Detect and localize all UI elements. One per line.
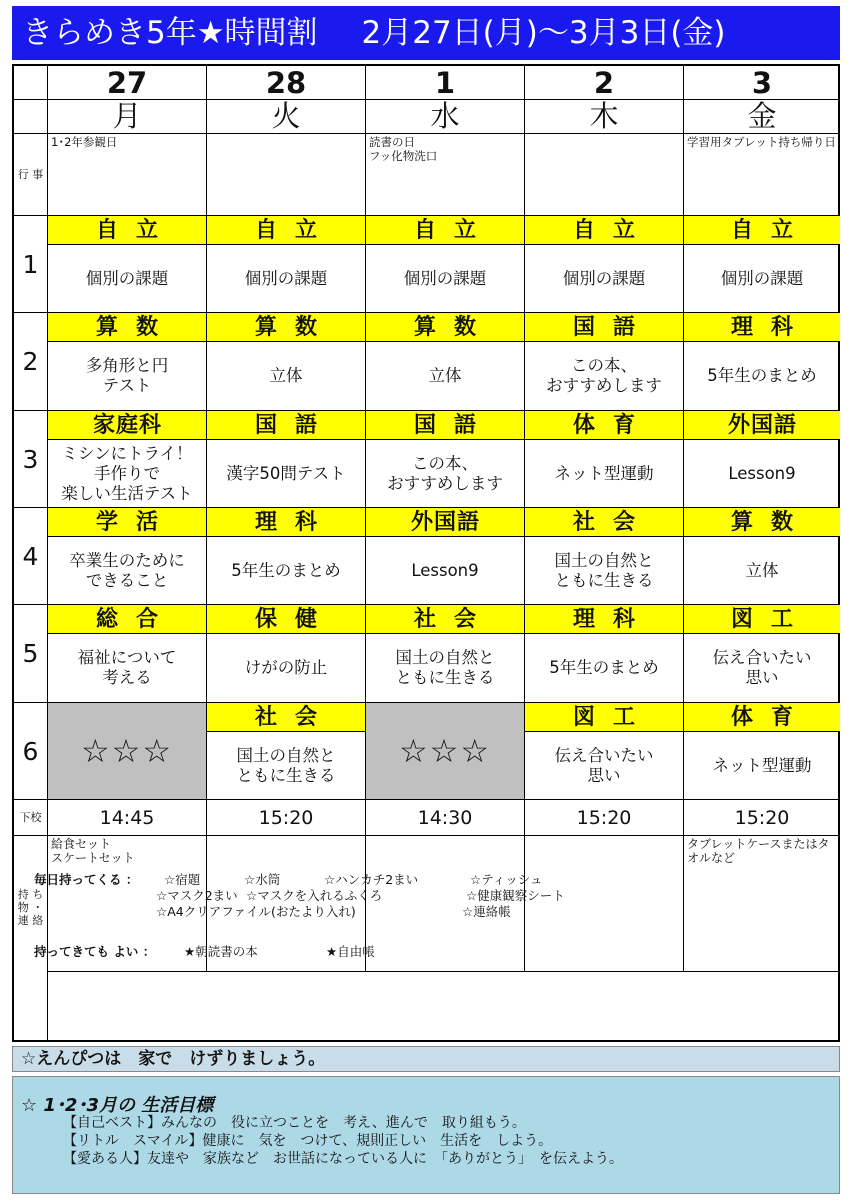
daily-item: ☆宿題	[164, 872, 201, 887]
event-cell: 読書の日 フッ化物洗口	[366, 134, 525, 216]
subject-label: 社会	[207, 703, 366, 732]
carry-items: 給食セット スケートセット	[48, 836, 207, 972]
day-date: 3	[684, 66, 840, 100]
day-date: 27	[48, 66, 207, 100]
optional-item: ★朝読書の本	[184, 944, 258, 959]
lesson-content: Lesson9	[366, 537, 525, 605]
subject-label: 保健	[207, 605, 366, 634]
daily-items-note	[34, 872, 824, 972]
subject-label: 理科	[525, 605, 684, 634]
subject-label: 体育	[684, 703, 840, 732]
optional-item: ★自由帳	[326, 944, 375, 959]
leave-row-label: 下校	[14, 800, 48, 836]
daily-item: ☆連絡帳	[462, 904, 511, 919]
lesson-content: 5年生のまとめ	[525, 634, 684, 703]
lesson-content: 国土の自然と ともに生きる	[525, 537, 684, 605]
lesson-content: 伝え合いたい 思い	[684, 634, 840, 703]
period-number: 3	[14, 411, 48, 508]
subject-label: 社会	[525, 508, 684, 537]
lesson-content: この本、 おすすめします	[366, 440, 525, 508]
day-of-week: 月	[48, 100, 207, 134]
leave-time: 15:20	[525, 800, 684, 836]
day-date: 2	[525, 66, 684, 100]
lesson-content: ネット型運動	[525, 440, 684, 508]
event-row-label: 行 事	[14, 134, 48, 216]
lesson-content: 立体	[366, 342, 525, 411]
subject-label: 自立	[684, 216, 840, 245]
subject-label: 図工	[684, 605, 840, 634]
pencil-note: ☆えんぴつは 家で けずりましょう。	[12, 1046, 840, 1072]
daily-item: ☆ハンカチ2まい	[324, 872, 419, 887]
lesson-content: 福祉について 考える	[48, 634, 207, 703]
optional-label: 持ってきても よい ：	[34, 944, 156, 959]
subject-label: 理科	[207, 508, 366, 537]
goal-line: 【愛ある人】友達や 家族など お世話になっている人に 「ありがとう」 を伝えよう。	[63, 1151, 623, 1167]
lesson-content: けがの防止	[207, 634, 366, 703]
goal-line: 【自己ベスト】みんなの 役に立つことを 考え、進んで 取り組もう。	[63, 1115, 526, 1131]
subject-label: 理科	[684, 313, 840, 342]
subject-label: 学活	[48, 508, 207, 537]
event-cell	[207, 134, 366, 216]
subject-label: 算数	[207, 313, 366, 342]
lesson-content: Lesson9	[684, 440, 840, 508]
subject-label: 外国語	[684, 411, 840, 440]
subject-label: 自立	[525, 216, 684, 245]
period-number: 6	[14, 703, 48, 800]
event-cell: 学習用タブレット持ち帰り日	[684, 134, 840, 216]
subject-label: 体育	[525, 411, 684, 440]
day-date: 1	[366, 66, 525, 100]
lesson-content: 個別の課題	[366, 245, 525, 313]
free-period-stars: ☆☆☆	[366, 703, 525, 800]
day-of-week: 金	[684, 100, 840, 134]
lesson-content: 5年生のまとめ	[684, 342, 840, 411]
free-period-stars: ☆☆☆	[48, 703, 207, 800]
leave-time: 14:30	[366, 800, 525, 836]
lesson-content: 立体	[684, 537, 840, 605]
daily-item: ☆ティッシュ	[470, 872, 543, 887]
corner-cell	[14, 100, 48, 134]
lesson-content: 5年生のまとめ	[207, 537, 366, 605]
lesson-content: 個別の課題	[525, 245, 684, 313]
title: きらめき5年★時間割	[22, 15, 318, 51]
daily-item: ☆マスクを入れるふくろ	[246, 888, 383, 903]
subject-label: 国語	[366, 411, 525, 440]
lesson-content: ミシンにトライ！ 手作りで 楽しい生活テスト	[48, 440, 207, 508]
goals-title: ☆ 1･2･3月の 生活目標	[21, 1095, 214, 1116]
lesson-content: 立体	[207, 342, 366, 411]
daily-item: ☆A4クリアファイル(おたより入れ)	[156, 904, 356, 919]
day-of-week: 火	[207, 100, 366, 134]
lesson-content: 漢字50問テスト	[207, 440, 366, 508]
subject-label: 国語	[525, 313, 684, 342]
lesson-content: ネット型運動	[684, 732, 840, 800]
life-goals	[12, 1076, 840, 1194]
lesson-content: 個別の課題	[48, 245, 207, 313]
lesson-content: 伝え合いたい 思い	[525, 732, 684, 800]
daily-item: ☆健康観察シート	[466, 888, 565, 903]
lesson-content: 個別の課題	[684, 245, 840, 313]
subject-label: 算数	[366, 313, 525, 342]
subject-label: 算数	[48, 313, 207, 342]
day-of-week: 木	[525, 100, 684, 134]
day-date: 28	[207, 66, 366, 100]
subject-label: 自立	[48, 216, 207, 245]
period-number: 5	[14, 605, 48, 703]
lesson-content: 個別の課題	[207, 245, 366, 313]
leave-time: 15:20	[207, 800, 366, 836]
subject-label: 国語	[207, 411, 366, 440]
title-banner	[12, 6, 840, 60]
leave-time: 14:45	[48, 800, 207, 836]
carry-items: タブレットケースまたはタオルなど	[684, 836, 840, 972]
subject-label: 外国語	[366, 508, 525, 537]
daily-item: ☆マスク2まい	[156, 888, 238, 903]
subject-label: 図工	[525, 703, 684, 732]
subject-label: 算数	[684, 508, 840, 537]
period-number: 4	[14, 508, 48, 605]
date-range: 2月27日(月)～3月3日(金)	[361, 15, 726, 51]
lesson-content: 多角形と円 テスト	[48, 342, 207, 411]
subject-label: 自立	[207, 216, 366, 245]
period-number: 1	[14, 216, 48, 313]
lesson-content: 卒業生のために できること	[48, 537, 207, 605]
subject-label: 自立	[366, 216, 525, 245]
period-number: 2	[14, 313, 48, 411]
subject-label: 総合	[48, 605, 207, 634]
goal-line: 【リトル スマイル】健康に 気を つけて、規則正しい 生活を しよう。	[63, 1133, 553, 1149]
event-cell: 1･2年参観日	[48, 134, 207, 216]
daily-item: ☆水筒	[244, 872, 281, 887]
lesson-content: この本、 おすすめします	[525, 342, 684, 411]
subject-label: 社会	[366, 605, 525, 634]
carry-row-label: 持 ち 物 ・ 連 絡	[14, 836, 48, 1042]
corner-cell	[14, 66, 48, 100]
lesson-content: 国土の自然と ともに生きる	[207, 732, 366, 800]
leave-time: 15:20	[684, 800, 840, 836]
day-of-week: 水	[366, 100, 525, 134]
subject-label: 家庭科	[48, 411, 207, 440]
daily-label: 毎日持ってくる ：	[34, 872, 139, 887]
lesson-content: 国土の自然と ともに生きる	[366, 634, 525, 703]
event-cell	[525, 134, 684, 216]
